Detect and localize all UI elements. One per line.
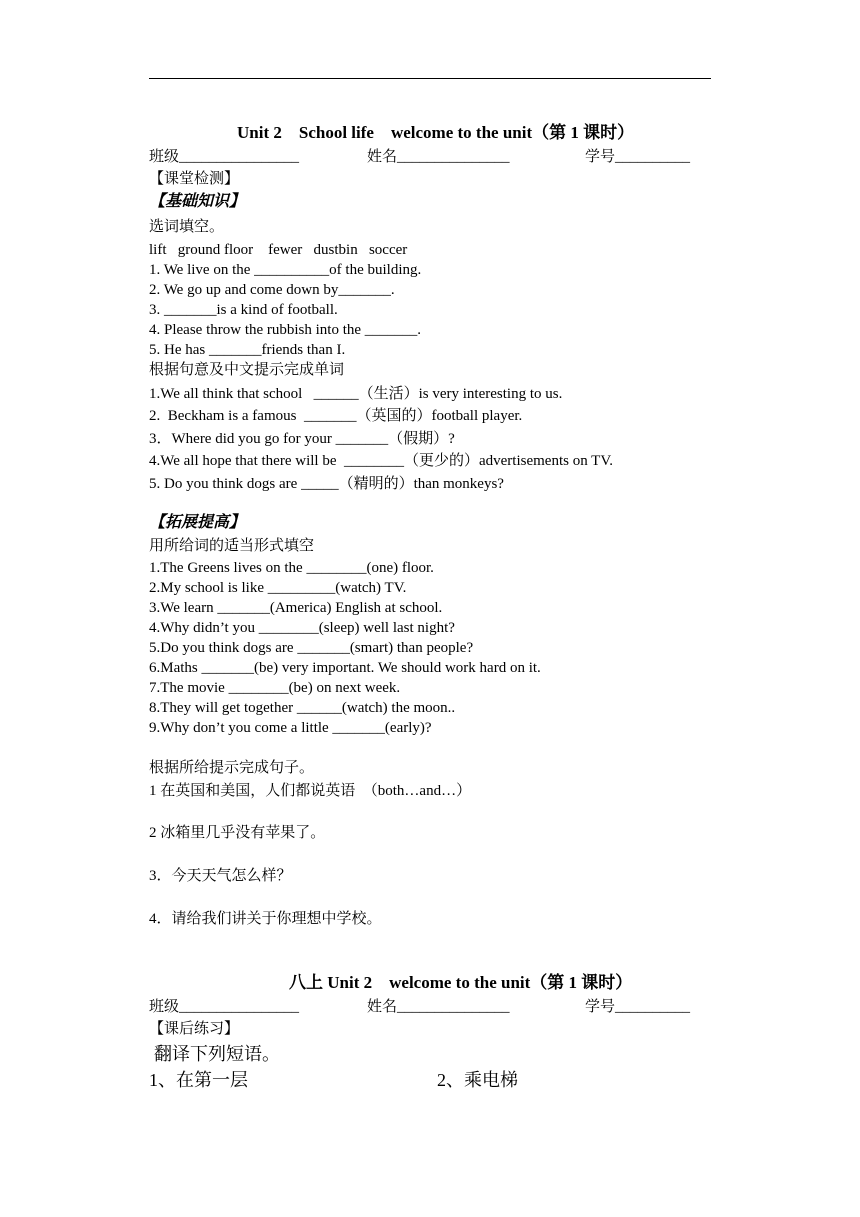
number-field: 学号__________	[585, 149, 691, 165]
exercise-item: 4.We all hope that there will be ________（更少的）advertisements on TV.	[149, 453, 613, 469]
exercise-item: 1.The Greens lives on the ________(one) floor.	[149, 560, 434, 576]
exercise-item: 5. Do you think dogs are _____（精明的）than monkeys?	[149, 476, 504, 492]
exercise-item: 2. Beckham is a famous _______（英国的）football player.	[149, 408, 523, 424]
name-field: 姓名_______________	[367, 999, 510, 1015]
exercise-item: 3．Where did you go for your _______（假期）?	[149, 431, 455, 447]
worksheet-title-2: 八上 Unit 2 welcome to the unit（第 1 课时）	[289, 973, 633, 992]
number-field: 学号__________	[585, 999, 691, 1015]
exercise-item: 7.The movie ________(be) on next week.	[149, 680, 401, 696]
exercise-item: 6.Maths _______(be) very important. We should work hard on it.	[149, 660, 541, 676]
phrase-item: 1、在第一层	[149, 1070, 248, 1090]
instruction-translate: 翻译下列短语。	[154, 1044, 280, 1064]
name-field: 姓名_______________	[367, 149, 510, 165]
exercise-item: 1 在英国和美国，人们都说英语 （both…and…）	[149, 783, 472, 799]
section-heading-extension: 【拓展提高】	[149, 514, 246, 531]
section-heading-basic-knowledge: 【基础知识】	[149, 193, 246, 210]
exercise-item: 8.They will get together ______(watch) the moon..	[149, 700, 456, 716]
exercise-item: 9.Why don’t you come a little _______(early)?	[149, 720, 432, 736]
exercise-item: 3.We learn _______(America) English at school.	[149, 600, 443, 616]
exercise-item: 2.My school is like _________(watch) TV.	[149, 580, 407, 596]
exercise-item: 1.We all think that school ______（生活）is very interesting to us.	[149, 386, 563, 402]
word-bank: lift ground floor fewer dustbin soccer	[149, 242, 408, 258]
exercise-item: 4．请给我们讲关于你理想中学校。	[149, 911, 382, 927]
exercise-item: 5. He has _______friends than I.	[149, 342, 346, 358]
exercise-item: 3. _______is a kind of football.	[149, 302, 338, 318]
phrase-item: 2、乘电梯	[437, 1070, 518, 1090]
header-rule	[149, 78, 711, 79]
exercise-item: 2. We go up and come down by_______.	[149, 282, 395, 298]
instruction-hint: 根据句意及中文提示完成单词	[149, 362, 345, 378]
worksheet-title: Unit 2 School life welcome to the unit（第 1 课时）	[237, 123, 635, 142]
exercise-item: 5.Do you think dogs are _______(smart) than people?	[149, 640, 474, 656]
class-field: 班级________________	[149, 149, 300, 165]
exercise-item: 3．今天天气怎么样？	[149, 868, 292, 884]
exercise-item: 1. We live on the __________of the building.	[149, 262, 422, 278]
exercise-item: 4. Please throw the rubbish into the _______.	[149, 322, 422, 338]
section-heading-after-class: 【课后练习】	[149, 1021, 240, 1037]
section-heading-classroom-check: 【课堂检测】	[149, 171, 240, 187]
exercise-item: 2 冰箱里几乎没有苹果了。	[149, 825, 326, 841]
instruction-word-form: 用所给词的适当形式填空	[149, 538, 315, 554]
instruction-word-choice: 选词填空。	[149, 219, 225, 235]
class-field: 班级________________	[149, 999, 300, 1015]
instruction-sentence: 根据所给提示完成句子。	[149, 760, 315, 776]
exercise-item: 4.Why didn’t you ________(sleep) well last night?	[149, 620, 455, 636]
